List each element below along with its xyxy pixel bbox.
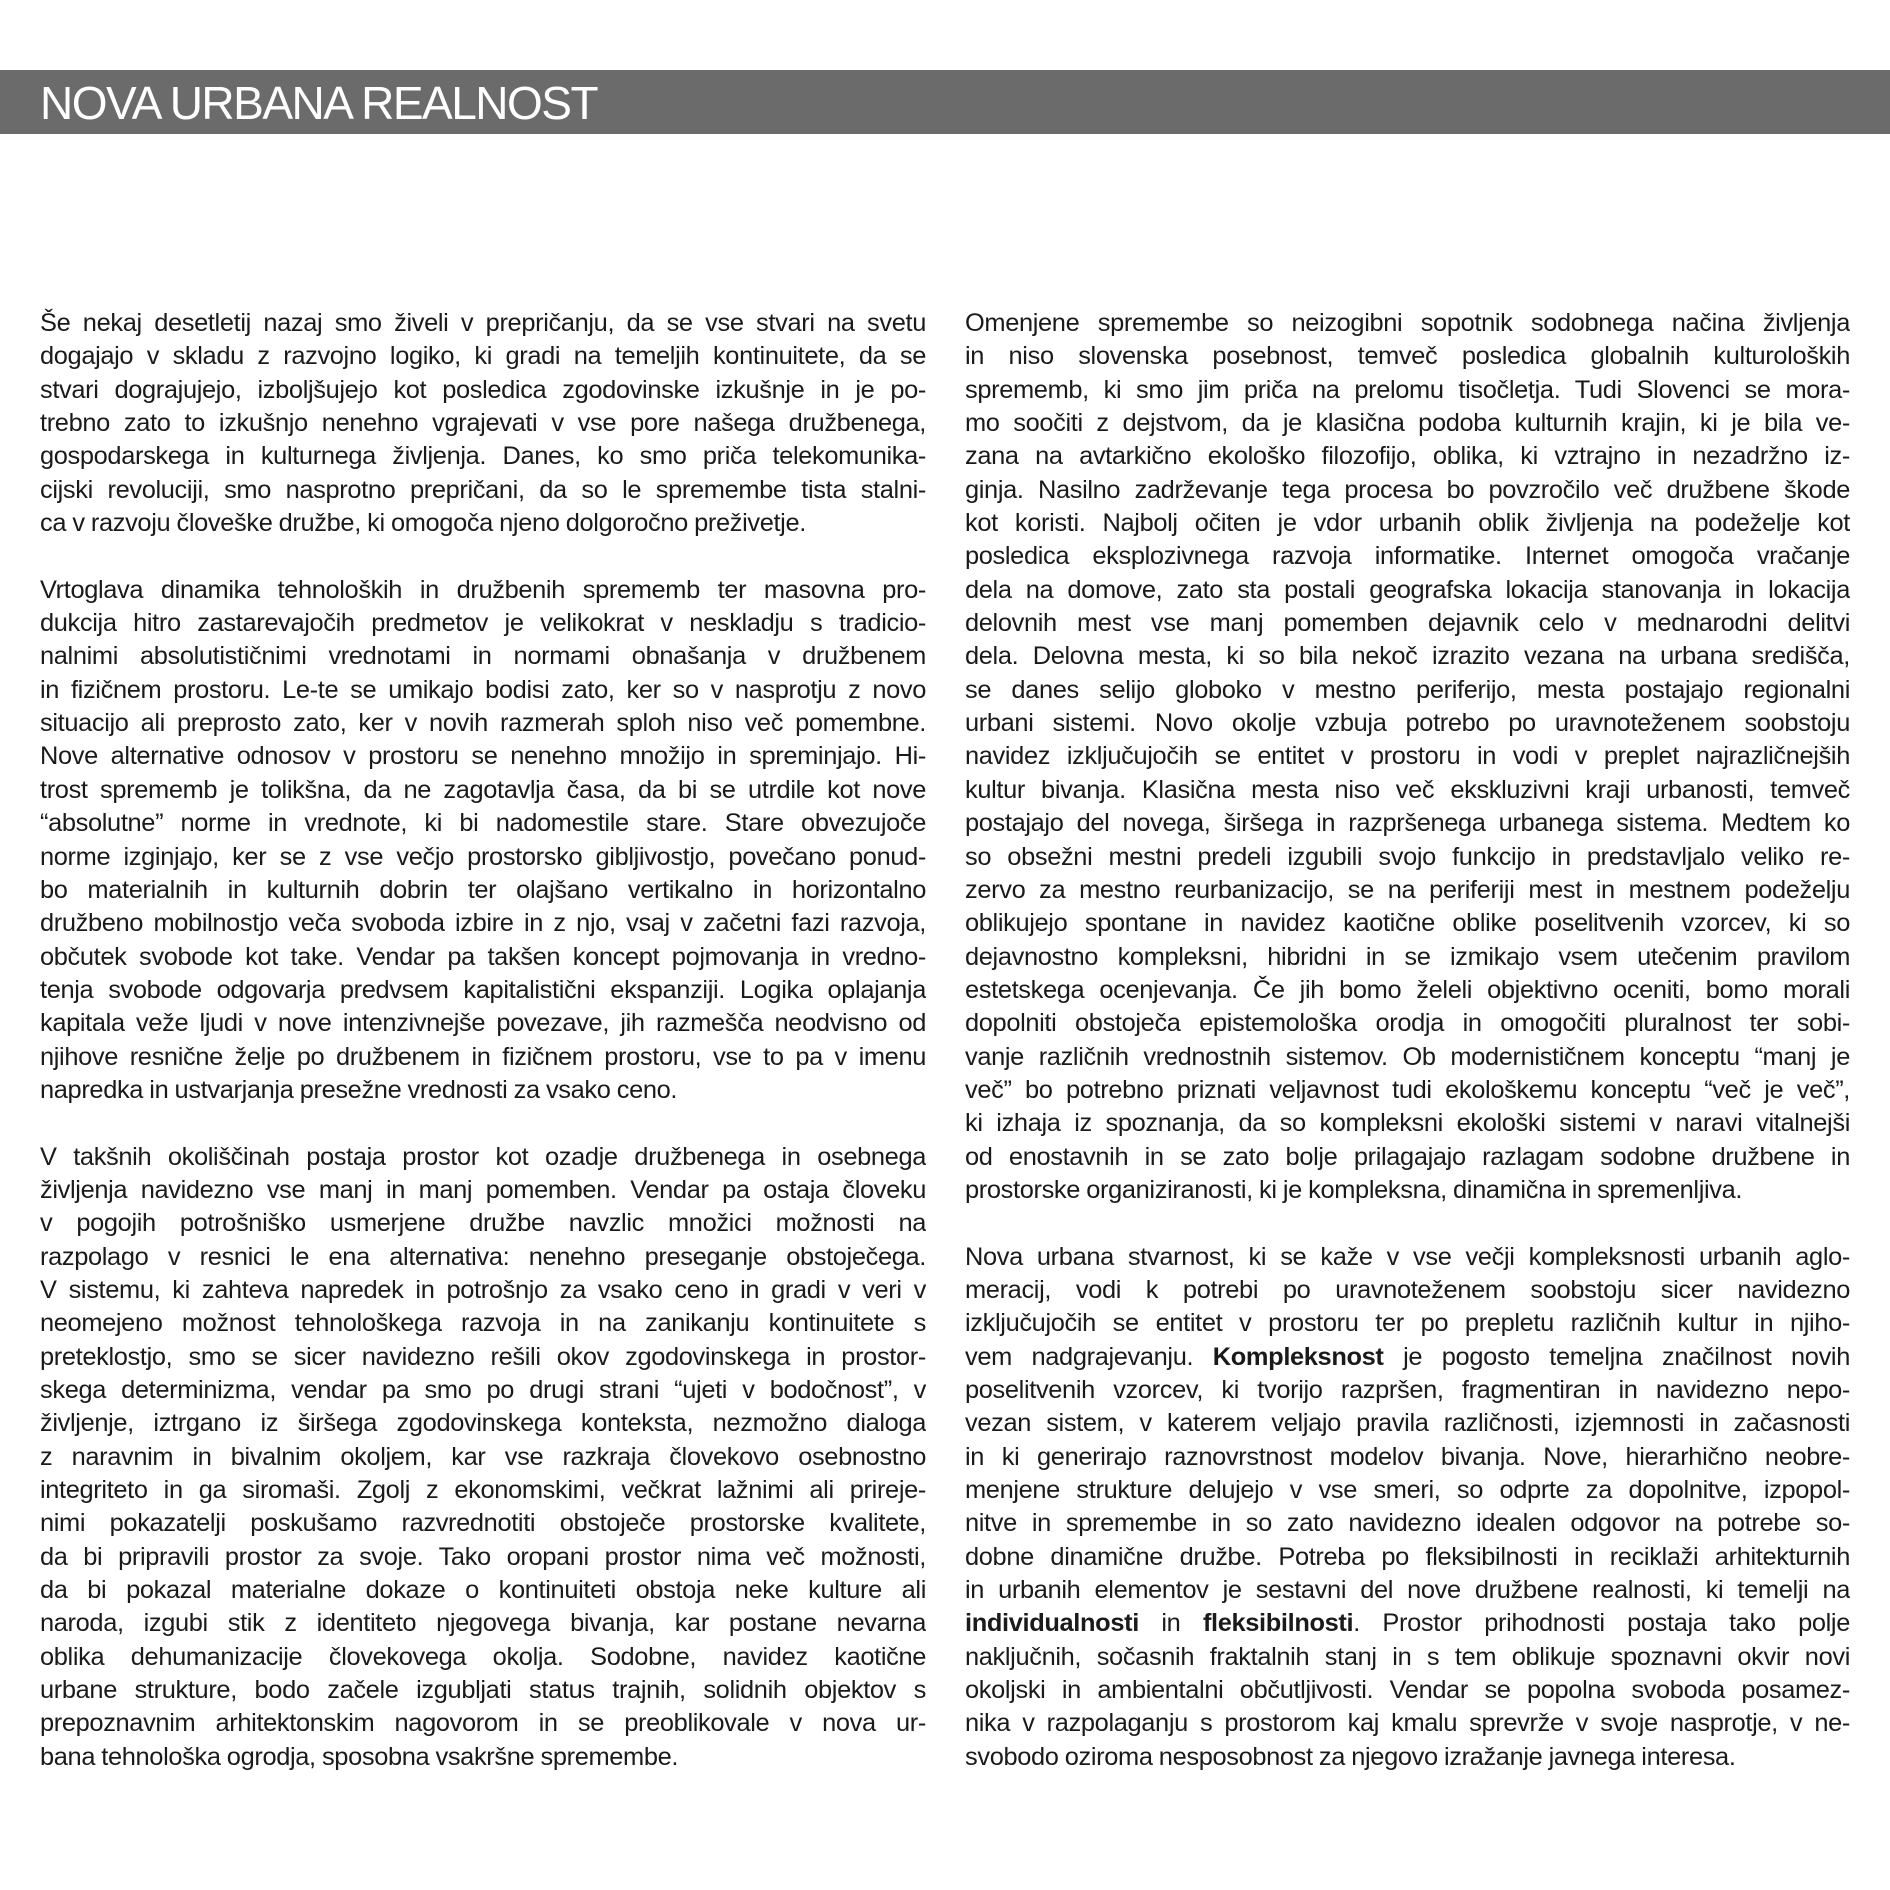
text-line [40, 1207, 926, 1240]
text-segment: V sistemu, ki zahteva napredek in potrošnjo za vsako ceno in gradi v veri v [40, 1275, 926, 1304]
text-segment: zana na avtarkično ekološko filozofijo, oblika, ki vztrajno in nezadržno iz- [965, 442, 1850, 471]
text-segment: situacijo ali preprosto zato, ker v novih razmerah sploh niso več pomembne. [40, 709, 926, 738]
text-segment: estetskega ocenjevanja. Če jih bomo želeli objektivno oceniti, bomo morali [965, 975, 1850, 1004]
text-segment: . Prostor prihodnosti postaja tako polje [1353, 1609, 1850, 1638]
text-segment: so obsežni mestni predeli izgubili svojo funkcijo in predstavljalo veliko re- [965, 842, 1850, 871]
text-line [40, 774, 926, 807]
text-line [965, 1074, 1850, 1107]
text-line [965, 340, 1850, 373]
text-line [40, 1707, 926, 1740]
text-segment: od enostavnih in se zato bolje prilagajajo razlagam sodobne družbene in [965, 1142, 1850, 1171]
text-line [965, 1041, 1850, 1074]
bold-term: Kompleksnost [1212, 1342, 1384, 1371]
text-segment: njihove resnične želje po družbenem in fizičnem prostoru, vse to pa v imenu [40, 1042, 926, 1071]
text-segment: in fizičnem prostoru. Le-te se umikajo bodisi zato, ker so v nasprotju z novo [40, 675, 926, 704]
text-segment: dejavnostno kompleksni, hibridni in se izmikajo vsem utečenim pravilom [965, 942, 1850, 971]
text-segment: posledica eksplozivnega razvoja informatike. Internet omogoča vračanje [965, 542, 1850, 571]
text-segment: in urbanih elementov je sestavni del nove družbene realnosti, ki temelji na [965, 1576, 1850, 1605]
text-line [40, 407, 926, 440]
text-segment: več” bo potrebno priznati veljavnost tudi ekološkemu konceptu “več je več”, [965, 1075, 1850, 1104]
page-title: NOVA URBANA REALNOST [40, 77, 598, 129]
text-line [40, 374, 926, 407]
text-line [40, 1274, 926, 1307]
text-line [965, 1141, 1850, 1174]
text-line [965, 1341, 1850, 1374]
text-line [40, 474, 926, 507]
text-segment: ki izhaja iz spoznanja, da so kompleksni ekološki sistemi v naravi vitalnejši [965, 1109, 1850, 1138]
text-line [40, 1741, 926, 1774]
text-line [40, 1374, 926, 1407]
text-line [965, 540, 1850, 573]
text-line [40, 941, 926, 974]
text-segment: dukcija hitro zastarevajočih predmetov je velikokrat v neskladju s tradicio- [40, 609, 926, 638]
text-line [965, 774, 1850, 807]
text-segment: izključujočih se entitet v prostoru ter po prepletu različnih kultur in njiho- [965, 1309, 1850, 1338]
text-line [40, 1574, 926, 1607]
text-line [965, 874, 1850, 907]
text-segment: vezan sistem, v katerem veljajo pravila različnosti, izjemnosti in začasnosti [965, 1409, 1850, 1438]
text-line [40, 841, 926, 874]
text-line [965, 1107, 1850, 1140]
text-line [965, 1507, 1850, 1540]
text-segment: bo materialnih in kulturnih dobrin ter olajšano vertikalno in horizontalno [40, 875, 926, 904]
text-line [965, 1407, 1850, 1440]
text-segment: dobne dinamične družbe. Potreba po fleksibilnosti in reciklaži arhitekturnih [965, 1542, 1850, 1571]
text-segment: urbane strukture, bodo začele izgubljati status trajnih, solidnih objektov s [40, 1676, 926, 1705]
text-line [965, 740, 1850, 773]
text-line [40, 807, 926, 840]
text-line [40, 1141, 926, 1174]
text-line [40, 1241, 926, 1274]
text-line [40, 674, 926, 707]
text-line [965, 1274, 1850, 1307]
text-line [965, 841, 1850, 874]
text-segment: se danes selijo globoko v mestno periferijo, mesta postajajo regionalni [965, 675, 1850, 704]
text-line [965, 640, 1850, 673]
text-segment: poselitvenih vzorcev, ki tvorijo razpršen, fragmentiran in navidezno nepo- [965, 1376, 1850, 1404]
text-segment: prepoznavnim arhitektonskim nagovorom in se preoblikovale v nova ur- [40, 1709, 926, 1738]
text-segment: Omenjene spremembe so neizogibni sopotnik sodobnega načina življenja [965, 309, 1850, 337]
text-line [965, 807, 1850, 840]
text-line [965, 1707, 1850, 1740]
text-line [40, 1507, 926, 1540]
text-line [40, 1007, 926, 1040]
text-segment: navidez izključujočih se entitet v prostoru in vodi v preplet najrazličnejših [965, 742, 1850, 771]
text-line [40, 1674, 926, 1707]
text-line [40, 1641, 926, 1674]
text-segment: bana tehnološka ogrodja, sposobna vsakršne spremembe. [40, 1742, 679, 1771]
text-line [965, 1307, 1850, 1340]
text-segment: postajajo del novega, širšega in razpršenega urbanega sistema. Medtem ko [965, 809, 1850, 838]
text-line [40, 574, 926, 607]
text-line [965, 1241, 1850, 1274]
text-line [965, 607, 1850, 640]
text-segment: nitve in spremembe in so zato navidezno idealen odgovor na potrebe so- [965, 1509, 1850, 1538]
text-line [40, 1541, 926, 1574]
text-segment: in niso slovenska posebnost, temveč posledica globalnih kulturoloških [965, 342, 1850, 371]
text-line [965, 1441, 1850, 1474]
bold-term: fleksibilnosti [1202, 1609, 1354, 1638]
text-line [965, 974, 1850, 1007]
text-segment: neomejeno možnost tehnološkega razvoja in na zanikanju kontinuitete s [40, 1309, 926, 1338]
paragraph [40, 307, 926, 540]
text-line [40, 1341, 926, 1374]
text-line [965, 1007, 1850, 1040]
text-line [965, 1741, 1850, 1774]
text-line [40, 1307, 926, 1340]
text-segment: zervo za mestno reurbanizacijo, se na periferiji mest in mestnem podeželju [965, 875, 1850, 904]
text-segment: napredka in ustvarjanja presežne vrednosti za vsako ceno. [40, 1075, 678, 1104]
text-line [40, 974, 926, 1007]
text-line [965, 507, 1850, 540]
text-segment: vanje različnih vrednostnih sistemov. Ob modernističnem konceptu “manj je [965, 1042, 1850, 1071]
paragraph [40, 574, 926, 1108]
text-segment: skega determinizma, vendar pa smo po drugi strani “ujeti v bodočnost”, v [40, 1376, 926, 1404]
paragraph [965, 307, 1850, 1207]
text-segment: gospodarskega in kulturnega življenja. Danes, ko smo priča telekomunika- [40, 442, 926, 471]
text-segment: družbeno mobilnostjo veča svoboda izbire in z njo, vsaj v začetni fazi razvoja, [40, 909, 926, 938]
paragraph [40, 1141, 926, 1775]
text-line [40, 1607, 926, 1640]
text-segment: in ki generirajo raznovrstnost modelov bivanja. Nove, hierarhično neobre- [965, 1442, 1850, 1471]
text-segment: preteklostjo, smo se sicer navidezno rešili okov zgodovinskega in prostor- [40, 1342, 926, 1371]
text-line [40, 507, 926, 540]
text-segment: da bi pokazal materialne dokaze o kontinuiteti obstoja neke kulture ali [40, 1576, 926, 1605]
text-segment: ginja. Nasilno zadrževanje tega procesa bo povzročilo več družbene škode [965, 475, 1850, 504]
text-line [40, 1041, 926, 1074]
text-segment: meracij, vodi k potrebi po uravnoteženem soobstoju sicer navidezno [965, 1275, 1850, 1304]
text-segment: kultur bivanja. Klasična mesta niso več ekskluzivni kraji urbanosti, temveč [965, 775, 1850, 804]
text-segment: naključnih, sočasnih fraktalnih stanj in s tem oblikuje spoznavni okvir novi [965, 1642, 1850, 1671]
text-line [965, 574, 1850, 607]
paragraph [965, 1241, 1850, 1775]
text-line [40, 740, 926, 773]
text-line [965, 1374, 1850, 1407]
text-line [40, 1474, 926, 1507]
text-segment: Še nekaj desetletij nazaj smo živeli v prepričanju, da se vse stvari na svetu [40, 309, 926, 337]
text-line [40, 607, 926, 640]
text-segment: življenje, iztrgano iz širšega zgodovinskega konteksta, nezmožno dialoga [40, 1409, 926, 1438]
text-line [965, 1607, 1850, 1640]
text-segment: oblikujejo spontane in navidez kaotične oblike poselitvenih vzorcev, ki so [965, 909, 1850, 938]
text-segment: cijski revoluciji, smo nasprotno prepričani, da so le spremembe tista stalni- [40, 475, 926, 504]
text-segment: norme izginjajo, ker se z vse večjo prostorsko gibljivostjo, povečano ponud- [40, 842, 926, 871]
text-line [965, 307, 1850, 340]
text-line [965, 674, 1850, 707]
text-segment: tenja svobode odgovarja predvsem kapitalistični ekspanziji. Logika oplajanja [40, 975, 926, 1004]
text-segment: ca v razvoju človeške družbe, ki omogoča njeno dolgoročno preživetje. [40, 509, 806, 538]
text-line [40, 307, 926, 340]
text-segment: urbani sistemi. Novo okolje vzbuja potrebo po uravnoteženem soobstoju [965, 709, 1850, 738]
text-line [40, 707, 926, 740]
text-segment: razpolago v resnici le ena alternativa: nenehno preseganje obstoječega. [40, 1242, 926, 1271]
text-segment: menjene strukture delujejo v vse smeri, so odprte za dopolnitve, izpopol- [965, 1476, 1850, 1505]
text-segment: življenja navidezno vse manj in manj pomemben. Vendar pa ostaja človeku [40, 1175, 926, 1204]
text-line [40, 1407, 926, 1440]
text-segment: kapitala veže ljudi v nove intenzivnejše povezave, jih razmešča neodvisno od [40, 1009, 926, 1038]
text-line [40, 1441, 926, 1474]
text-segment: občutek svobode kot take. Vendar pa takšen koncept pojmovanja in vredno- [40, 942, 926, 971]
text-line [965, 1674, 1850, 1707]
text-line [40, 1074, 926, 1107]
text-line [40, 640, 926, 673]
text-segment: Nova urbana stvarnost, ki se kaže v vse večji kompleksnosti urbanih aglo- [965, 1242, 1850, 1271]
text-line [40, 1174, 926, 1207]
text-segment: v pogojih potrošniško usmerjene družbe navzlic množici možnosti na [40, 1209, 926, 1238]
text-segment: integriteto in ga siromaši. Zgolj z ekonomskimi, večkrat lažnimi ali prireje- [40, 1476, 926, 1505]
text-segment: V takšnih okoliščinah postaja prostor kot ozadje družbenega in osebnega [40, 1142, 926, 1171]
text-segment: delovnih mest vse manj pomemben dejavnik celo v mednarodni delitvi [965, 609, 1850, 638]
text-line [965, 941, 1850, 974]
text-line [965, 1574, 1850, 1607]
text-segment: prostorske organiziranosti, ki je kompleksna, dinamična in spremenljiva. [965, 1175, 1743, 1204]
text-line [965, 374, 1850, 407]
text-segment: oblika dehumanizacije človekovega okolja. Sodobne, navidez kaotične [40, 1642, 926, 1671]
text-segment: nika v razpolaganju s prostorom kaj kmalu sprevrže v svoje nasprotje, v ne- [965, 1709, 1850, 1738]
text-line [965, 1474, 1850, 1507]
text-segment: dela. Delovna mesta, ki so bila nekoč izrazito vezana na urbana središča, [965, 642, 1850, 671]
text-segment: nimi pokazatelji poskušamo razvrednotiti obstoječe prostorske kvalitete, [40, 1509, 926, 1538]
text-segment: da bi pripravili prostor za svoje. Tako oropani prostor nima več možnosti, [40, 1542, 926, 1571]
text-segment: z naravnim in bivalnim okoljem, kar vse razkraja človekovo osebnostno [40, 1442, 926, 1471]
text-column-left [40, 307, 926, 1807]
text-line [40, 907, 926, 940]
text-column-right [965, 307, 1850, 1807]
text-line [965, 440, 1850, 473]
text-line [40, 874, 926, 907]
bold-term: individualnosti [965, 1609, 1139, 1638]
text-segment: “absolutne” norme in vrednote, ki bi nadomestile stare. Stare obvezujoče [40, 809, 926, 838]
text-segment: stvari dograjujejo, izboljšujejo kot posledica zgodovinske izkušnje in je po- [40, 375, 926, 404]
text-line [965, 474, 1850, 507]
text-segment: in [1138, 1609, 1203, 1638]
text-segment: svobodo oziroma nesposobnost za njegovo izražanje javnega interesa. [965, 1742, 1736, 1771]
text-line [40, 340, 926, 373]
text-segment: trebno zato to izkušnjo nenehno vgrajevati v vse pore našega družbenega, [40, 409, 926, 438]
text-segment: vem nadgrajevanju. [965, 1342, 1213, 1371]
text-segment: dela na domove, zato sta postali geografska lokacija stanovanja in lokacija [965, 575, 1850, 604]
text-line [40, 440, 926, 473]
text-segment: naroda, izgubi stik z identiteto njegovega bivanja, kar postane nevarna [40, 1609, 926, 1638]
text-segment: mo soočiti z dejstvom, da je klasična podoba kulturnih krajin, ki je bila ve- [965, 409, 1850, 438]
text-segment: okoljski in ambientalni občutljivosti. Vendar se popolna svoboda posamez- [965, 1676, 1850, 1705]
text-segment: kot koristi. Najbolj očiten je vdor urbanih oblik življenja na podeželje kot [965, 509, 1850, 538]
text-line [965, 1174, 1850, 1207]
text-segment: dopolniti obstoječa epistemološka orodja in omogočiti pluralnost ter sobi- [965, 1009, 1850, 1038]
header-bar [0, 70, 1890, 134]
text-line [965, 407, 1850, 440]
text-line [965, 707, 1850, 740]
text-line [965, 1641, 1850, 1674]
text-line [965, 1541, 1850, 1574]
text-line [965, 907, 1850, 940]
text-segment: dogajajo v skladu z razvojno logiko, ki gradi na temeljih kontinuitete, da se [40, 342, 926, 371]
text-segment: sprememb, ki smo jim priča na prelomu tisočletja. Tudi Slovenci se mora- [965, 375, 1850, 404]
text-segment: nalnimi absolutističnimi vrednotami in normami obnašanja v družbenem [40, 642, 926, 671]
text-segment: Nove alternative odnosov v prostoru se nenehno množijo in spreminjajo. Hi- [40, 742, 926, 771]
text-segment: trost sprememb je tolikšna, da ne zagotavlja časa, da bi se utrdile kot nove [40, 775, 926, 804]
text-segment: Vrtoglava dinamika tehnoloških in družbenih sprememb ter masovna pro- [40, 575, 926, 604]
text-segment: je pogosto temeljna značilnost novih [1383, 1342, 1850, 1371]
